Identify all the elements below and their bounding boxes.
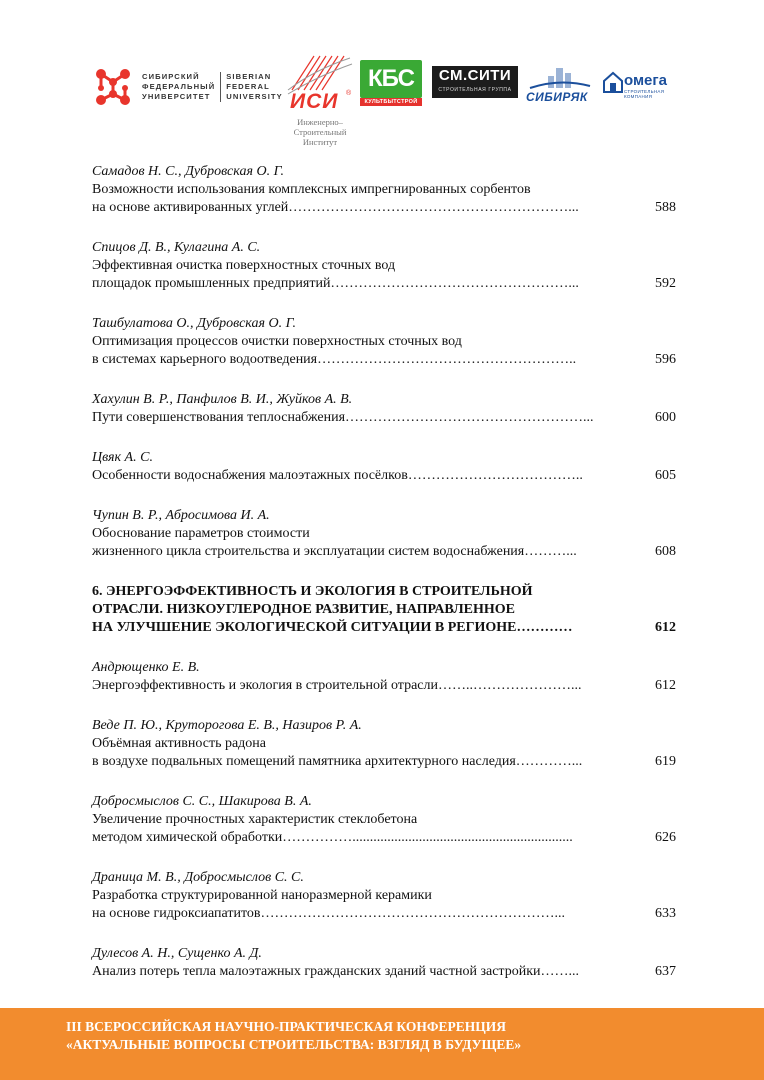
toc-entry-title-line: Пути совершенствования теплоснабжения……………………………………………...: [92, 410, 594, 425]
toc-entry-page: 605: [655, 468, 676, 483]
toc-entry-title-line: жизненного цикла строительства и эксплуатации систем водоснабжения………...: [92, 544, 577, 559]
toc-entry-title-line: Увеличение прочностных характеристик стеклобетона: [92, 812, 418, 827]
conference-title: [66, 1018, 521, 1054]
toc-entry: [92, 793, 676, 847]
isi-subtitle: Инженерно– Строительный Институт: [293, 117, 347, 147]
sibiryak-building-icon: [526, 64, 594, 92]
toc-entry-authors: Хахулин В. Р., Панфилов В. И., Жуйков А. В.: [92, 392, 353, 407]
toc-entry: [92, 507, 676, 561]
smcity-logo: [432, 66, 518, 98]
conference-title-line: III ВСЕРОССИЙСКАЯ НАУЧНО-ПРАКТИЧЕСКАЯ КОНФЕРЕНЦИЯ: [66, 1019, 506, 1034]
toc-entry: [92, 449, 676, 485]
toc-entry-page: 600: [655, 410, 676, 425]
toc-entry-title-line: Особенности водоснабжения малоэтажных посёлков………………………………..: [92, 468, 583, 483]
kbs-subtitle: КУЛЬТБЫТСТРОЙ: [360, 98, 422, 106]
toc-entry-page: 612: [655, 678, 676, 693]
toc-entry-title-line: Разработка структурированной наноразмерной керамики: [92, 888, 432, 903]
omega-logo: [602, 68, 682, 98]
toc-entry: [92, 659, 676, 695]
toc-entry-authors: Андрющенко Е. В.: [92, 660, 200, 675]
sfu-molecule-icon: [92, 64, 134, 110]
conference-footer: [0, 1008, 764, 1080]
toc-entry-authors: Самадов Н. С., Дубровская О. Г.: [92, 164, 284, 179]
table-of-contents: [92, 163, 676, 1003]
toc-entry-authors: Ташбулатова О., Дубровская О. Г.: [92, 316, 297, 331]
isi-logo: [284, 50, 356, 150]
toc-entry: [92, 163, 676, 217]
toc-entry: [92, 945, 676, 981]
sfu-divider: [220, 72, 221, 102]
kbs-wordmark: КБС: [360, 60, 422, 98]
sfu-logo: [92, 62, 282, 112]
toc-entry-title-line: Возможности использования комплексных импрегнированных сорбентов: [92, 182, 531, 197]
sfu-name-en: SIBERIAN FEDERAL UNIVERSITY: [226, 72, 283, 101]
toc-section-title-line: ОТРАСЛИ. НИЗКОУГЛЕРОДНОЕ РАЗВИТИЕ, НАПРАВЛЕННОЕ: [92, 602, 516, 617]
sibiryak-logo: [526, 64, 594, 104]
toc-entry-title-line: площадок промышленных предприятий……………………………………………...: [92, 276, 579, 291]
toc-entry-authors: Драница М. В., Добросмыслов С. С.: [92, 870, 304, 885]
toc-entry-title-line: в воздухе подвальных помещений памятника архитектурного наследия…………...: [92, 754, 583, 769]
toc-entry-title-line: Оптимизация процессов очистки поверхностных сточных вод: [92, 334, 462, 349]
toc-entry: [92, 869, 676, 923]
toc-entry-authors: Спицов Д. В., Кулагина А. С.: [92, 240, 261, 255]
toc-entry-page: 637: [655, 964, 676, 979]
smcity-wordmark: СМ.СИТИ: [438, 67, 512, 84]
toc-entry-title-line: Анализ потерь тепла малоэтажных гражданских зданий частной застройки……...: [92, 964, 579, 979]
toc-entry: [92, 239, 676, 293]
omega-house-icon: [602, 70, 624, 96]
toc-entry-page: 633: [655, 906, 676, 921]
toc-entry-title-line: в системах карьерного водоотведения………………………………………………..: [92, 352, 577, 367]
toc-entry-page: 608: [655, 544, 676, 559]
toc-entry-title-line: методом химической обработки……………...............................................................: [92, 830, 573, 845]
toc-entry: [92, 315, 676, 369]
toc-entry: [92, 391, 676, 427]
toc-entry-page: 596: [655, 352, 676, 367]
sfu-name-ru: СИБИРСКИЙ ФЕДЕРАЛЬНЫЙ УНИВЕРСИТЕТ: [142, 72, 216, 101]
toc-section-title-line: НА УЛУЧШЕНИЕ ЭКОЛОГИЧЕСКОЙ СИТУАЦИИ В РЕГИОНЕ…………: [92, 620, 573, 635]
kbs-logo: [360, 60, 422, 108]
toc-entry-page: 619: [655, 754, 676, 769]
toc-entry-authors: Веде П. Ю., Круторогова Е. В., Назиров Р. А.: [92, 718, 362, 733]
toc-entry-page: 626: [655, 830, 676, 845]
sibiryak-wordmark: СИБИРЯК: [526, 90, 588, 104]
toc-entry-title-line: на основе активированных углей……………………………………………………...: [92, 200, 579, 215]
toc-section-title-line: 6. ЭНЕРГОЭФФЕКТИВНОСТЬ И ЭКОЛОГИЯ В СТРОИТЕЛЬНОЙ: [92, 584, 533, 599]
toc-entry-authors: Цвяк А. С.: [92, 450, 153, 465]
toc-section-heading: [92, 583, 676, 637]
toc-entry-page: 592: [655, 276, 676, 291]
toc-entry-title-line: Обоснование параметров стоимости: [92, 526, 310, 541]
toc-entry-authors: Чупин В. Р., Абросимова И. А.: [92, 508, 270, 523]
header-logos: [0, 50, 764, 150]
toc-entry-authors: Дулесов А. Н., Сущенко А. Д.: [92, 946, 262, 961]
toc-entry-title-line: Энергоэффективность и экология в строительной отрасли……..…………………...: [92, 678, 582, 693]
isi-registered-mark: ®: [346, 90, 352, 97]
toc-entry-page: 588: [655, 200, 676, 215]
omega-wordmark: омега: [624, 72, 667, 89]
smcity-subtitle: СТРОИТЕЛЬНАЯ ГРУППА: [438, 87, 512, 93]
toc-entry-title-line: Объёмная активность радона: [92, 736, 266, 751]
conference-title-line: «АКТУАЛЬНЫЕ ВОПРОСЫ СТРОИТЕЛЬСТВА: ВЗГЛЯД В БУДУЩЕЕ»: [66, 1037, 522, 1052]
toc-entry-title-line: на основе гидроксиапатитов………………………………………………………...: [92, 906, 566, 921]
toc-entry-authors: Добросмыслов С. С., Шакирова В. А.: [92, 794, 312, 809]
toc-entry-title-line: Эффективная очистка поверхностных сточных вод: [92, 258, 396, 273]
toc-section-page: 612: [655, 620, 676, 635]
isi-wordmark: ИСИ: [290, 90, 339, 113]
omega-subtitle: СТРОИТЕЛЬНАЯ КОМПАНИЯ: [624, 89, 665, 99]
toc-entry: [92, 717, 676, 771]
